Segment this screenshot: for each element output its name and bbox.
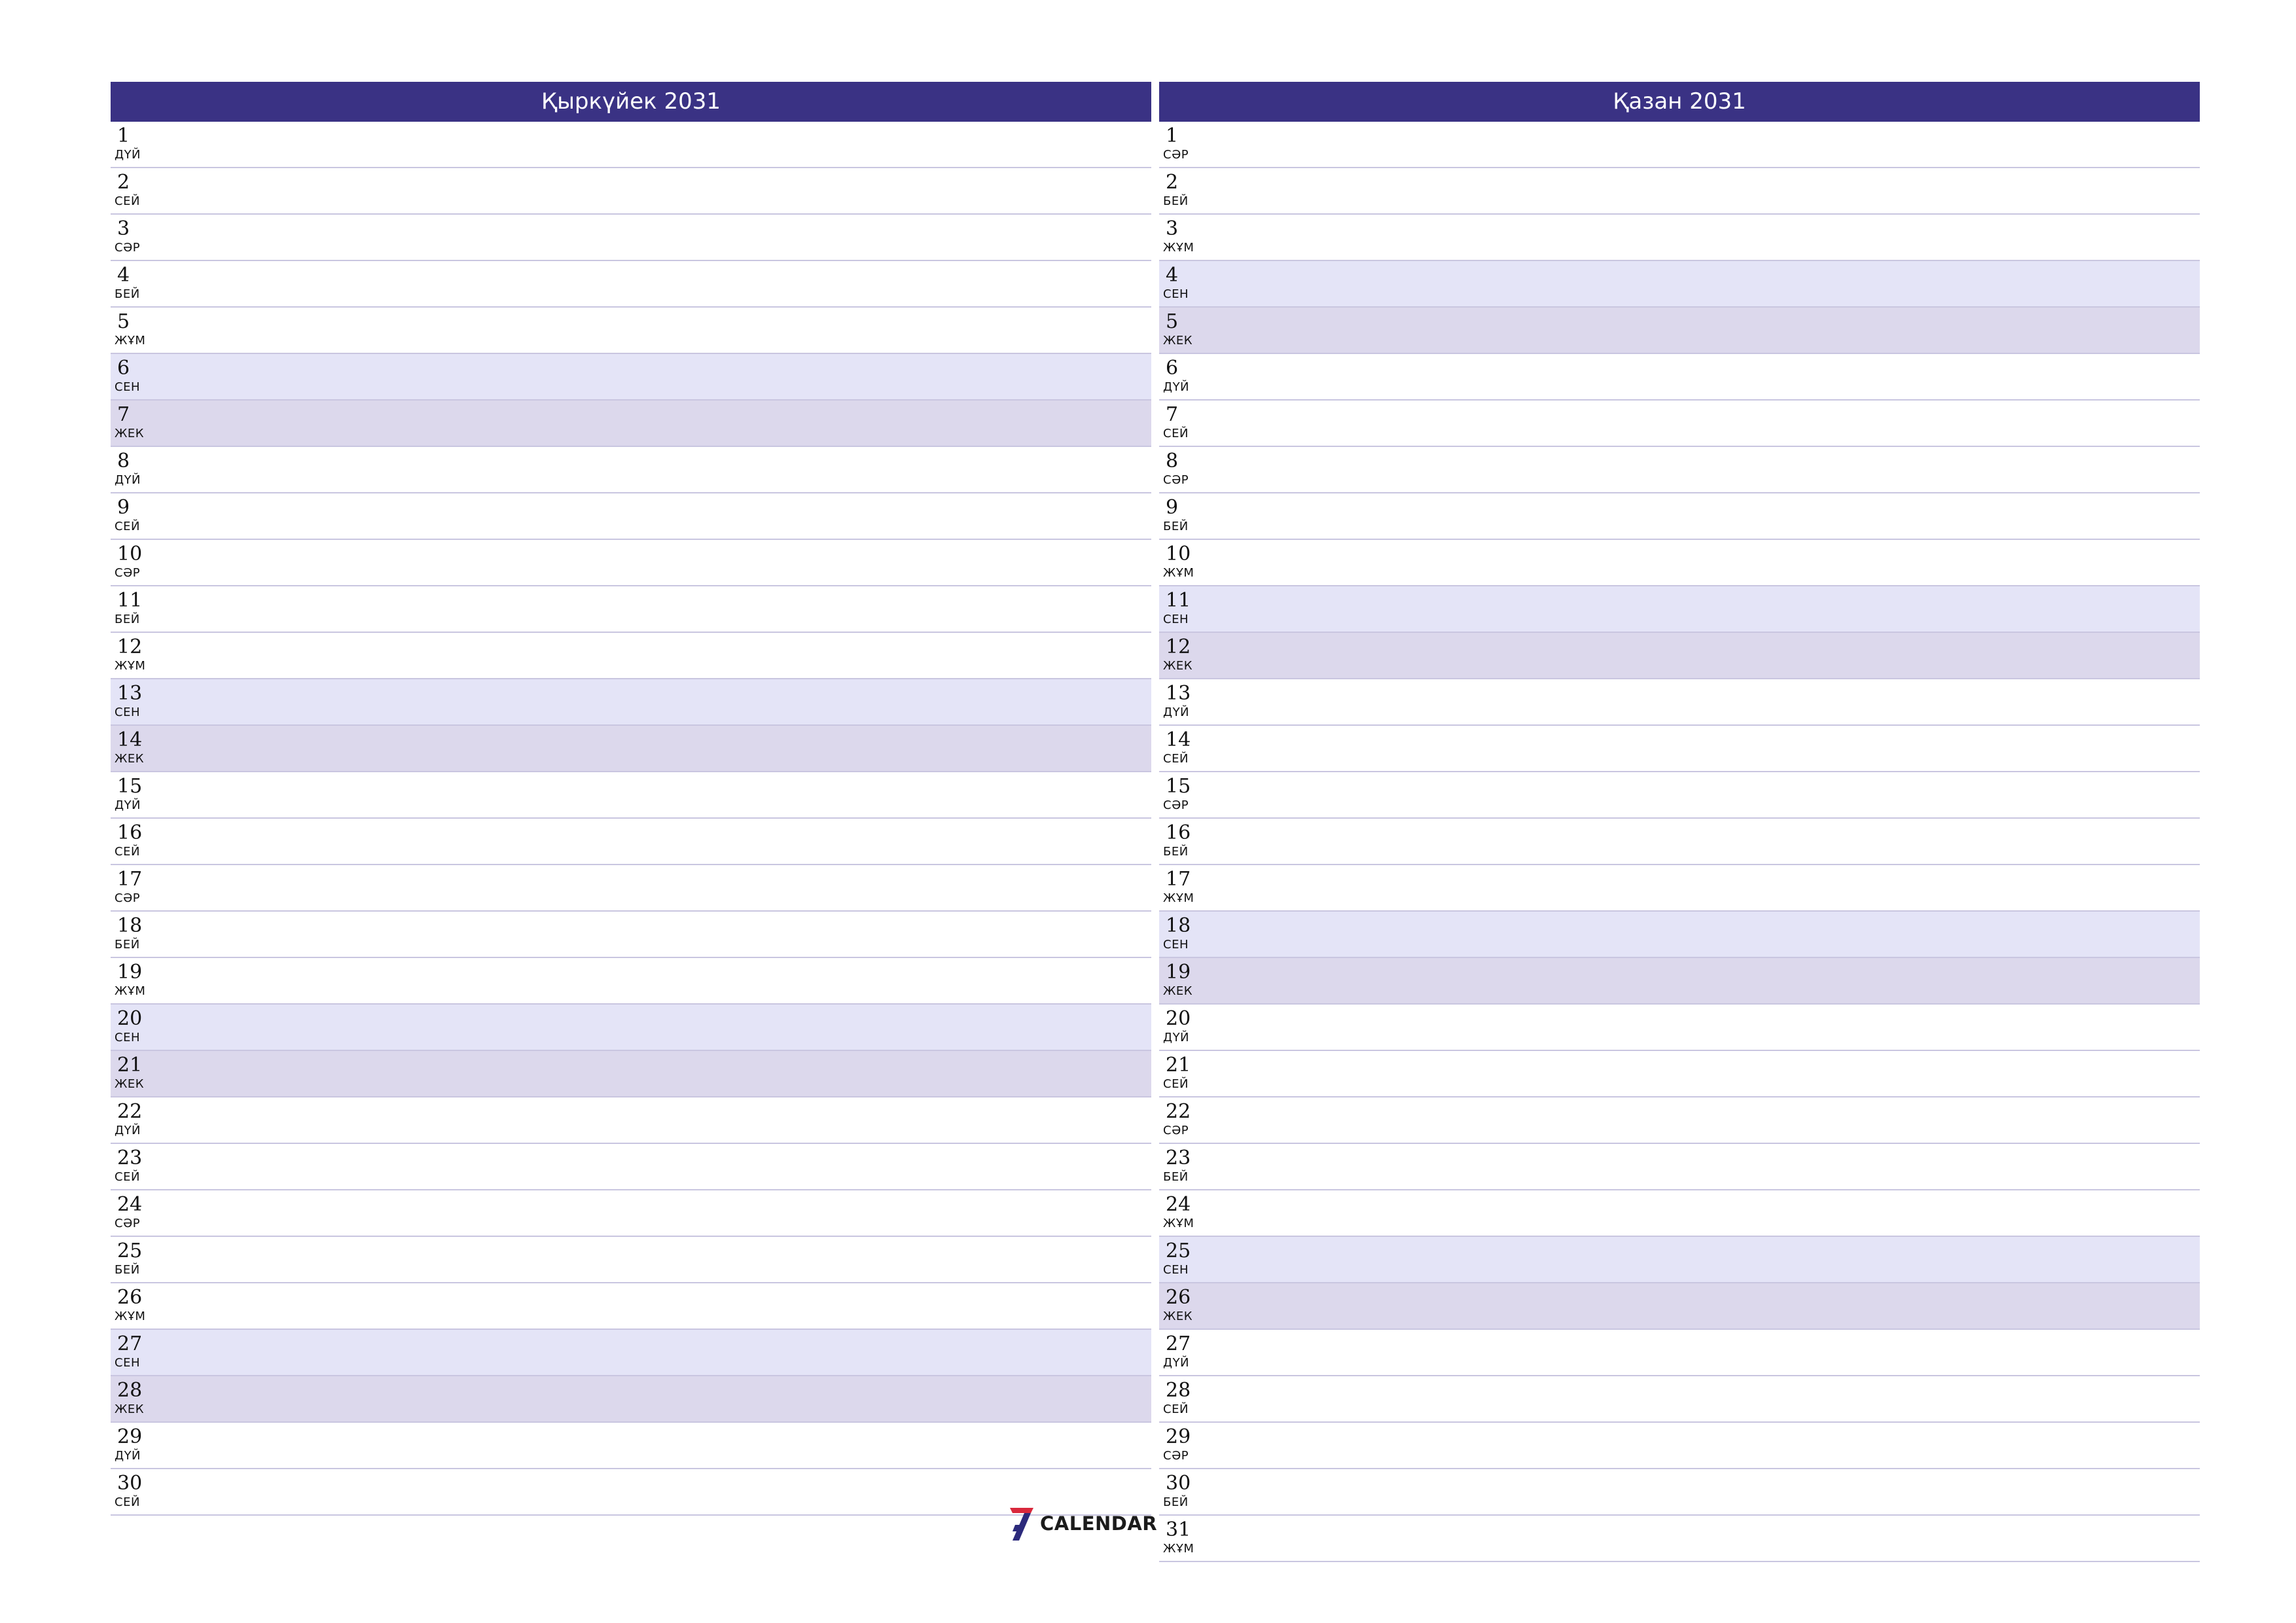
day-row [1159,447,2200,493]
day-row [1159,772,2200,819]
weekday-name: СӘР [1163,473,1189,487]
day-number: 6 [1166,357,1179,380]
weekday-name: БЕЙ [115,1263,140,1277]
day-number: 13 [1166,682,1191,705]
day-number: 4 [117,264,130,287]
day-row [111,215,1151,261]
day-row [1159,1005,2200,1051]
day-row [111,633,1151,679]
day-row [111,1097,1151,1144]
weekday-name: ЖЕК [1163,984,1193,998]
weekday-name: БЕЙ [1163,1495,1189,1509]
day-row [1159,261,2200,308]
day-row [111,586,1151,633]
day-number: 25 [117,1240,143,1262]
day-row [111,819,1151,865]
day-number: 20 [1166,1007,1191,1030]
weekday-name: ДҮЙ [1163,705,1190,719]
weekday-name: ЖҰМ [1163,241,1194,255]
weekday-name: СӘР [115,891,141,905]
day-number: 1 [1166,124,1179,147]
weekday-name: СЕЙ [115,520,140,533]
day-row [1159,679,2200,726]
weekday-name: СЕЙ [1163,1077,1189,1091]
day-number: 2 [117,171,130,194]
day-row [1159,1097,2200,1144]
weekday-name: СӘР [1163,1449,1189,1463]
day-row [111,1051,1151,1097]
day-row [1159,168,2200,215]
weekday-name: СЕН [115,1356,140,1370]
weekday-name: СЕЙ [115,1495,140,1509]
day-number: 21 [1166,1054,1191,1077]
day-row [1159,819,2200,865]
day-number: 3 [117,217,130,240]
day-row [1159,912,2200,958]
weekday-name: ЖҰМ [115,1310,146,1323]
weekday-name: ДҮЙ [115,473,141,487]
day-number: 15 [117,775,143,798]
day-number: 29 [117,1425,143,1448]
weekday-name: БЕЙ [115,613,140,626]
weekday-name: СЕН [115,705,140,719]
weekday-name: СӘР [115,241,141,255]
day-number: 12 [1166,635,1191,658]
day-number: 28 [1166,1379,1191,1402]
weekday-name: СӘР [115,566,141,580]
day-row [111,1330,1151,1376]
day-number: 29 [1166,1425,1191,1448]
weekday-name: ДҮЙ [1163,380,1190,394]
day-number: 19 [1166,961,1191,984]
day-row [1159,354,2200,401]
day-row [111,1423,1151,1469]
day-row [1159,1237,2200,1283]
day-number: 16 [117,821,143,844]
day-number: 10 [1166,543,1191,565]
day-row [111,308,1151,354]
weekday-name: СЕЙ [115,1170,140,1184]
brand-logo [1006,1504,1157,1543]
day-row [111,1005,1151,1051]
day-row [111,1283,1151,1330]
weekday-name: СЕН [1163,613,1189,626]
day-row [1159,958,2200,1005]
weekday-name: СЕН [115,1031,140,1044]
day-number: 8 [1166,450,1179,473]
day-number: 24 [1166,1193,1191,1216]
weekday-name: ЖҰМ [115,659,146,673]
weekday-name: БЕЙ [1163,194,1189,208]
seven-calendar-logo-icon [1006,1505,1035,1542]
day-row [111,261,1151,308]
day-row [1159,493,2200,540]
day-row [111,1190,1151,1237]
weekday-name: СЕЙ [115,194,140,208]
day-row [111,726,1151,772]
day-row [111,958,1151,1005]
day-row [1159,215,2200,261]
day-number: 23 [1166,1147,1191,1169]
day-row [111,447,1151,493]
day-row [111,679,1151,726]
day-number: 4 [1166,264,1179,287]
weekday-name: ЖЕК [1163,334,1193,348]
day-number: 14 [117,728,143,751]
day-row [1159,1469,2200,1516]
day-number: 27 [117,1332,143,1355]
day-number: 11 [1166,589,1191,612]
weekday-name: ДҮЙ [115,148,141,162]
weekday-name: ЖҰМ [115,334,146,348]
weekday-name: ДҮЙ [115,1449,141,1463]
weekday-name: ЖЕК [115,752,145,766]
day-row [1159,122,2200,168]
day-number: 20 [117,1007,143,1030]
day-number: 5 [1166,310,1179,333]
day-row [1159,1144,2200,1190]
weekday-name: ЖҰМ [1163,1542,1194,1556]
weekday-name: ДҮЙ [115,1124,141,1137]
day-row [1159,1376,2200,1423]
day-row [111,1376,1151,1423]
day-number: 30 [1166,1472,1191,1495]
day-row [111,401,1151,447]
weekday-name: БЕЙ [1163,520,1189,533]
weekday-name: БЕЙ [115,287,140,301]
weekday-name: ЖҰМ [115,984,146,998]
day-number: 12 [117,635,143,658]
day-row [1159,1283,2200,1330]
day-row [1159,401,2200,447]
weekday-name: ЖЕК [115,1077,145,1091]
weekday-name: ДҮЙ [1163,1356,1190,1370]
weekday-name: СЕН [115,380,140,394]
month-october [1159,82,2200,1562]
day-number: 31 [1166,1518,1191,1541]
day-number: 17 [117,868,143,891]
weekday-name: ЖҰМ [1163,1217,1194,1230]
weekday-name: СЕЙ [1163,1402,1189,1416]
weekday-name: ЖЕК [115,427,145,440]
day-row [1159,726,2200,772]
day-row [111,493,1151,540]
weekday-name: ДҮЙ [1163,1031,1190,1044]
day-row [111,1469,1151,1516]
weekday-name: СЕЙ [115,845,140,859]
day-list [1159,122,2200,1562]
day-number: 14 [1166,728,1191,751]
day-row [111,168,1151,215]
logo-text: CALENDAR [1040,1512,1158,1535]
weekday-name: СЕН [1163,1263,1189,1277]
day-row [111,354,1151,401]
weekday-name: ЖҰМ [1163,891,1194,905]
day-number: 26 [1166,1286,1191,1309]
weekday-name: СӘР [1163,798,1189,812]
weekday-name: ЖЕК [1163,659,1193,673]
day-number: 28 [117,1379,143,1402]
day-number: 18 [117,914,143,937]
day-row [1159,586,2200,633]
weekday-name: ДҮЙ [115,798,141,812]
day-row [1159,308,2200,354]
month-title: Қыркүйек 2031 [111,82,1151,122]
day-number: 11 [117,589,143,612]
weekday-name: СЕЙ [1163,427,1189,440]
day-number: 7 [1166,403,1179,426]
day-number: 30 [117,1472,143,1495]
day-row [1159,865,2200,912]
day-list [111,122,1151,1516]
day-number: 2 [1166,171,1179,194]
day-row [111,772,1151,819]
day-number: 18 [1166,914,1191,937]
day-row [1159,1423,2200,1469]
day-number: 7 [117,403,130,426]
day-number: 6 [117,357,130,380]
weekday-name: СЕН [1163,938,1189,952]
day-number: 1 [117,124,130,147]
weekday-name: СЕЙ [1163,752,1189,766]
day-number: 15 [1166,775,1191,798]
day-number: 24 [117,1193,143,1216]
day-number: 26 [117,1286,143,1309]
day-number: 22 [117,1100,143,1123]
weekday-name: БЕЙ [115,938,140,952]
weekday-name: ЖЕК [115,1402,145,1416]
day-number: 25 [1166,1240,1191,1262]
weekday-name: СЕН [1163,287,1189,301]
day-number: 16 [1166,821,1191,844]
day-number: 27 [1166,1332,1191,1355]
weekday-name: ЖҰМ [1163,566,1194,580]
day-number: 21 [117,1054,143,1077]
day-row [1159,1330,2200,1376]
day-number: 23 [117,1147,143,1169]
weekday-name: СӘР [1163,148,1189,162]
day-number: 5 [117,310,130,333]
day-row [1159,1051,2200,1097]
day-row [111,1144,1151,1190]
day-row [111,122,1151,168]
weekday-name: СӘР [115,1217,141,1230]
weekday-name: БЕЙ [1163,1170,1189,1184]
day-row [1159,1190,2200,1237]
day-row [1159,540,2200,586]
weekday-name: БЕЙ [1163,845,1189,859]
day-number: 9 [117,496,130,519]
day-number: 3 [1166,217,1179,240]
day-number: 19 [117,961,143,984]
month-september [111,82,1151,1516]
day-row [111,540,1151,586]
day-number: 10 [117,543,143,565]
day-row [111,1237,1151,1283]
day-number: 13 [117,682,143,705]
day-row [111,912,1151,958]
weekday-name: СӘР [1163,1124,1189,1137]
month-title: Қазан 2031 [1159,82,2200,122]
day-number: 9 [1166,496,1179,519]
day-row [111,865,1151,912]
day-row [1159,1516,2200,1562]
day-number: 8 [117,450,130,473]
day-number: 17 [1166,868,1191,891]
weekday-name: ЖЕК [1163,1310,1193,1323]
day-row [1159,633,2200,679]
day-number: 22 [1166,1100,1191,1123]
